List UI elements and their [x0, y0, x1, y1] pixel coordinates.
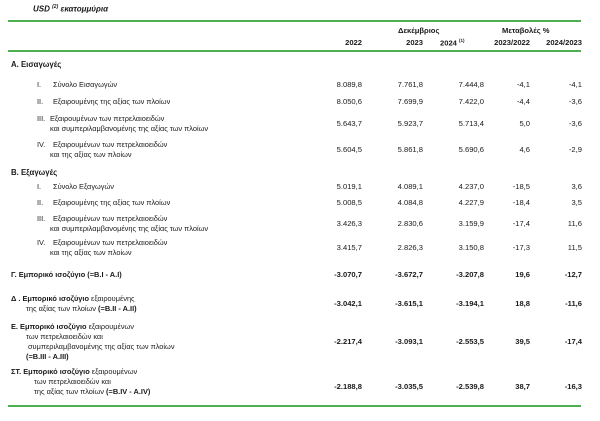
value-2022: 5.008,5 — [336, 198, 362, 207]
value-2022: 5.604,5 — [336, 145, 362, 154]
balance-d-label: Δ . Εμπορικό ισοζύγιο εξαιρουμένης — [11, 294, 135, 303]
value-2023: -3.672,7 — [395, 270, 423, 279]
value-2022: 8.050,6 — [336, 97, 362, 106]
row-number: IV. — [37, 238, 46, 247]
value-2023: 5.923,7 — [397, 119, 423, 128]
value-2023: 4.089,1 — [397, 182, 423, 191]
row-label: Εξαιρουμένης της αξίας των πλοίων — [53, 198, 171, 207]
value-2022: 3.426,3 — [336, 219, 362, 228]
row-number: III. — [37, 114, 46, 123]
value-2022: -3.070,7 — [334, 270, 362, 279]
value-2022: -2.217,4 — [334, 337, 362, 346]
row-label: Εξαιρουμένων των πετρελαιοειδών — [53, 214, 168, 223]
row-label: Εξαιρουμένης της αξίας των πλοίων — [53, 97, 171, 106]
change-2023-2022: -4,4 — [516, 97, 530, 106]
change-2023-2022: 38,7 — [515, 382, 530, 391]
value-2024: 5.713,4 — [458, 119, 484, 128]
value-2022: 8.089,8 — [336, 80, 362, 89]
change-2023-2022: -4,1 — [516, 80, 530, 89]
row-label: Εξαιρουμένων των πετρελαιοειδών — [50, 114, 165, 123]
row-number: IV. — [37, 140, 46, 149]
value-2023: 7.699,9 — [397, 97, 423, 106]
value-2024: -2.553,5 — [456, 337, 484, 346]
value-2024: 5.690,6 — [458, 145, 484, 154]
row-label-cont: και συμπεριλαμβανομένης της αξίας των πλοίων — [50, 124, 209, 133]
balance-e-formula: (=B.III - A.III) — [26, 352, 69, 361]
value-2023: 7.761,8 — [397, 80, 423, 89]
header-2023-2022: 2023/2022 — [494, 38, 530, 47]
row-label: Σύνολο Εξαγωγών — [53, 182, 114, 191]
header-2024: 2024 $^{(1)}$ — [440, 38, 465, 48]
value-2024: -3.194,1 — [456, 299, 484, 308]
change-2024-2023: -16,3 — [564, 382, 582, 391]
value-2023: -3.093,1 — [395, 337, 423, 346]
value-2024: 3.150,8 — [458, 243, 484, 252]
balance-e-label: Ε. Εμπορικό ισοζύγιο εξαιρουμένων — [11, 322, 134, 331]
change-2023-2022: 4,6 — [519, 145, 530, 154]
header-december: Δεκέμβριος — [398, 26, 440, 35]
top-rule — [8, 20, 581, 22]
row-number: II. — [37, 97, 44, 106]
change-2023-2022: -17,4 — [512, 219, 530, 228]
change-2024-2023: 11,5 — [567, 243, 582, 252]
row-label-cont: και της αξίας των πλοίων — [50, 150, 132, 159]
change-2024-2023: -11,6 — [565, 299, 582, 308]
unit-label: USD $^{(2)}$ εκατομμύρια — [33, 4, 109, 14]
header-2023: 2023 — [406, 38, 423, 47]
header-2022: 2022 — [345, 38, 362, 47]
row-label: Σύνολο Εισαγωγών — [53, 80, 118, 89]
change-2024-2023: -4,1 — [568, 80, 582, 89]
balance-st-label-cont: των πετρελαιοειδών και — [34, 377, 111, 386]
value-2024: 7.444,8 — [458, 80, 484, 89]
section-title-exports: Β. Εξαγωγές — [11, 168, 58, 177]
change-2023-2022: 5,0 — [519, 119, 530, 128]
value-2023: 5.861,8 — [397, 145, 423, 154]
value-2024: 4.237,0 — [458, 182, 484, 191]
balance-d-label-cont: της αξίας των πλοίων (=B.II - A.II) — [26, 304, 137, 313]
change-2024-2023: -3,6 — [568, 119, 582, 128]
value-2024: 7.422,0 — [458, 97, 484, 106]
value-2024: 4.227,9 — [458, 198, 484, 207]
change-2024-2023: -12,7 — [564, 270, 582, 279]
value-2024: 3.159,9 — [458, 219, 484, 228]
row-number: I. — [37, 182, 42, 191]
value-2022: -3.042,1 — [334, 299, 362, 308]
value-2023: 2.826,3 — [397, 243, 423, 252]
change-2024-2023: -17,4 — [564, 337, 582, 346]
value-2024: -2.539,8 — [456, 382, 484, 391]
value-2024: -3.207,8 — [456, 270, 484, 279]
row-label: Εξαιρουμένων των πετρελαιοειδών — [53, 238, 168, 247]
value-2023: 4.084,8 — [397, 198, 423, 207]
row-label-cont: και συμπεριλαμβανομένης της αξίας των πλοίων — [50, 224, 209, 233]
change-2023-2022: 39,5 — [515, 337, 530, 346]
value-2022: -2.188,8 — [334, 382, 362, 391]
change-2024-2023: -3,6 — [568, 97, 582, 106]
value-2023: 2.830,6 — [397, 219, 423, 228]
value-2022: 5.643,7 — [336, 119, 362, 128]
change-2024-2023: 11,6 — [567, 219, 582, 228]
row-number: II. — [37, 198, 44, 207]
row-label: Εξαιρουμένων των πετρελαιοειδών — [53, 140, 168, 149]
balance-e-label-cont: συμπεριλαμβανομένης της αξίας των πλοίων — [28, 342, 175, 351]
balance-e-label-cont: των πετρελαιοειδών και — [26, 332, 103, 341]
value-2022: 3.415,7 — [336, 243, 362, 252]
row-number: III. — [37, 214, 46, 223]
change-2023-2022: -18,5 — [512, 182, 530, 191]
section-title-imports: Α. Εισαγωγές — [11, 60, 62, 69]
change-2024-2023: 3,6 — [571, 182, 582, 191]
change-2024-2023: -2,9 — [568, 145, 582, 154]
header-rule — [8, 50, 581, 52]
header-2024-2023: 2024/2023 — [546, 38, 582, 47]
balance-st-label-cont: της αξίας των πλοίων (=B.IV - A.IV) — [34, 387, 151, 396]
change-2024-2023: 3,5 — [571, 198, 582, 207]
row-number: I. — [37, 80, 42, 89]
change-2023-2022: -17,3 — [512, 243, 530, 252]
bottom-rule — [8, 405, 581, 407]
header-changes: Μεταβολές % — [502, 26, 550, 35]
value-2022: 5.019,1 — [336, 182, 362, 191]
change-2023-2022: 18,8 — [515, 299, 530, 308]
balance-g-label: Γ. Εμπορικό ισοζύγιο (=B.I - A.I) — [11, 270, 122, 279]
change-2023-2022: -18,4 — [512, 198, 530, 207]
value-2023: -3.035,5 — [395, 382, 423, 391]
change-2023-2022: 19,6 — [515, 270, 530, 279]
balance-st-label: ΣΤ. Εμπορικό ισοζύγιο εξαιρουμένων — [11, 367, 138, 376]
value-2023: -3.615,1 — [395, 299, 423, 308]
row-label-cont: και της αξίας των πλοίων — [50, 248, 132, 257]
